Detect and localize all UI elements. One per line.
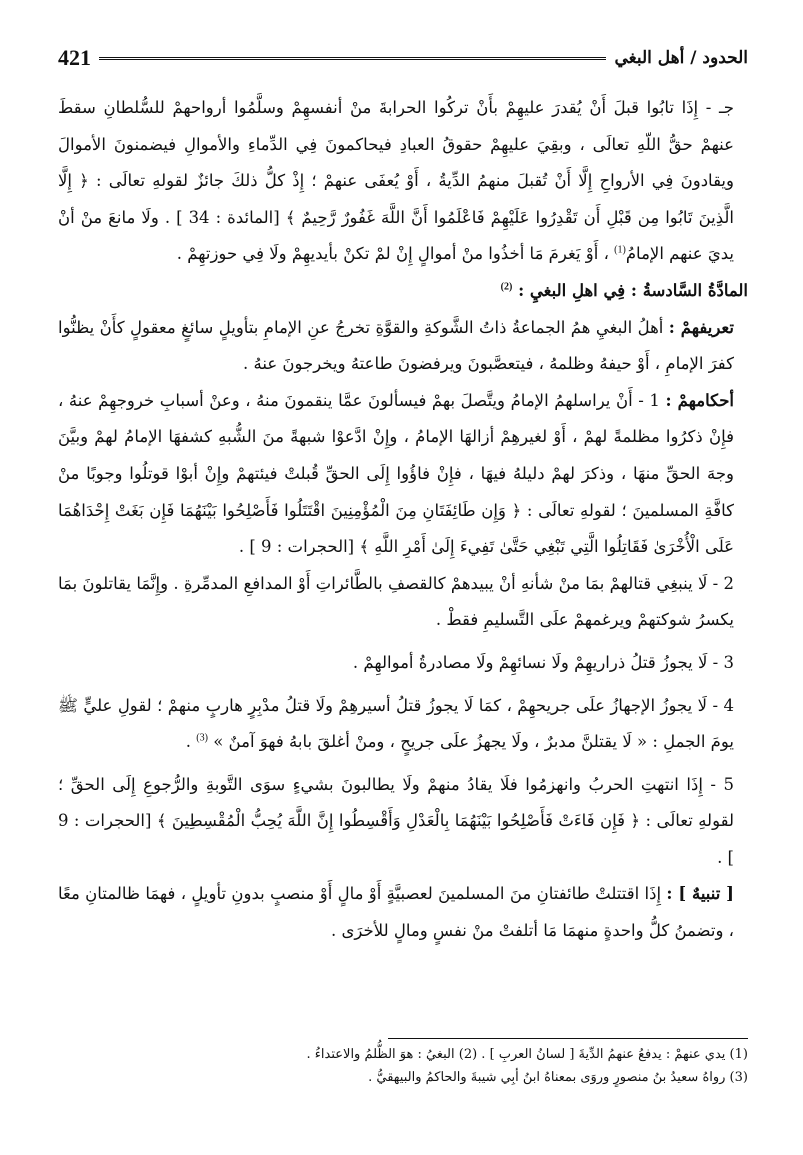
ruling-5: 5 - إِذَا انتهتِ الحربُ وانهزمُوا فلَا يقادُ منهمْ ولَا يطالبونَ بشيءٍ سوَى التَّوبةِ والرُّجوعِ إِلَى الحقِّ ؛ لقولهِ تعالَى : ﴿ فَإِن فَاءَتْ فَأَصْلِحُوا بَيْنَهُمَا بِالْعَدْلِ وَأَقْسِطُوا إِنَّ اللَّهَ يُحِبُّ الْمُقْسِطِينَ ﴾ [الحجرات : 9 ] . [58, 774, 734, 867]
running-title: الحدود / أهل البغي [614, 48, 748, 68]
ruling-4: 4 - لَا يجوزُ الإجهازُ علَى جريحهِمْ ، كمَا لَا يجوزُ قتلُ أسيرهِمْ ولَا قتلُ مدْبِرٍ هاربٍ منهمْ ؛ لقولِ عليٍّ ﷺ يومَ الجملِ : « لَا يقتلنَّ مدبرٌ ، ولَا يجهزُ علَى جريحٍ ، ومنْ أغلقَ بابهُ فهوَ آمنٌ » $^{(3)}$ . [58, 695, 734, 752]
ruling-2: 2 - لَا ينبغِي قتالهمْ بمَا منْ شأنهِ أنْ يبيدهمْ كالقصفِ بالطَّائراتِ أَوْ المدافعِ المدمِّرةِ . وإِنَّمَا يقاتلونَ بمَا يكسرُ شوكتهمْ ويرغمهمْ علَى التَّسليمِ فقطْ . [58, 573, 734, 630]
header-rule [99, 57, 606, 63]
definition-lead: تعريفهمْ : [668, 317, 734, 337]
footnote-mark-2: (2) [500, 281, 513, 293]
paragraph-note: [ تنبيهٌ ] : إِذَا اقتتلتْ طائفتانِ منَ المسلمينَ لعصبيَّةٍ أَوْ مالٍ أَوْ منصبٍ بدونِ تأويلٍ ، فهمَا ظالمتانِ معًا ، وتضمنُ كلُّ واحدةٍ منهمَا مَا أتلفتْ منْ نفسٍ ومالٍ للأخرَى . [58, 884, 734, 941]
footnote-line-2: (3) رواهُ سعيدُ بنُ منصورٍ وروَى بمعناهُ ابنُ أبِي شيبةَ والحاكمُ والبيهقيُّ . [368, 1070, 748, 1085]
page-body [58, 90, 748, 950]
ruling-3: 3 - لَا يجوزُ قتلُ ذراريهِمْ ولَا نسائهِمْ ولَا مصادرةُ أموالهِمْ . [352, 652, 734, 672]
footnote-divider [388, 1038, 748, 1039]
paragraph-definition: تعريفهمْ : أهلُ البغيِ همُ الجماعةُ ذاتُ الشَّوكةِ والقوَّةِ تخرجُ عنِ الإمامِ بتأويلٍ سائغٍ معقولٍ كأَنْ يظنُّوا كفرَ الإمامِ ، أَوْ حيفهُ وظلمهُ ، فيتعصَّبونَ ويرفضونَ طاعتهُ ويخرجونَ عنهُ . [58, 317, 734, 374]
rulings-lead: أحكامهمْ : [665, 390, 734, 410]
page-header [58, 40, 748, 76]
paragraph-1: جـ - إِذَا تابُوا قبلَ أَنْ يُقدرَ عليهِمْ بأَنْ تركُوا الحرابةَ منْ أنفسهِمْ وسلَّمُوا أرواحهمْ للسُّلطانِ سقطَ عنهمْ حقُّ اللّهِ تعالَى ، وبقِيَ عليهِمْ حقوقُ العبادِ فيحاكمونَ فِي الدِّماءِ والأموالِ فيضمنونَ الأموالَ ويقادونَ فِي الأرواحِ إِلَّا أَنْ تُقبلَ منهمُ الدِّيةُ ، أَوْ يُعفَى عنهمْ ؛ إِذْ كلُّ ذلكَ جائزٌ لقولهِ تعالَى : ﴿ إِلَّا الَّذِينَ تَابُوا مِن قَبْلِ أَن تَقْدِرُوا عَلَيْهِمْ فَاعْلَمُوا أَنَّ اللَّهَ غَفُورٌ رَّحِيمٌ ﴾ [المائدة : 34 ] . ولَا مانعَ منْ أنْ يديَ عنهم الإمامُ$^{(1)}$ ، أَوْ يَغرمَ مَا أخذُوا منْ أموالٍ إِنْ لمْ تكنْ بأيديهِمْ ولَا فِي حوزتهِمْ . [58, 98, 734, 264]
paragraph-rulings: أحكامهمْ : 1 - أَنْ يراسلهمُ الإمامُ ويتَّصلَ بهمْ فيسألونَ عمَّا ينقمونَ منهُ ، وعنْ أسبابِ خروجهِمْ عنهُ ، فإِنْ ذكرُوا مظلمةً لهمْ ، أَوْ لغيرهِمْ أزالهَا الإمامُ ، وإِنْ ادَّعوْا شبهةً منَ الشُّبهِ كشفهَا الإمامُ لهمْ وبيَّنَ وجهَ الحقِّ منهَا ، وذكرَ لهمْ دليلهُ فيهَا ، فإِنْ فاؤُوا إِلَى الحقِّ قُبلتْ فيئتهمْ وإِنْ أبوْا قوتلُوا وجوبًا منْ كافَّةِ المسلمينَ ؛ لقولهِ تعالَى : ﴿ وَإِن طَائِفَتَانِ مِنَ الْمُؤْمِنِينَ اقْتَتَلُوا فَأَصْلِحُوا بَيْنَهُمَا فَإِن بَغَتْ إِحْدَاهُمَا عَلَى الْأُخْرَىٰ فَقَاتِلُوا الَّتِي تَبْغِي حَتَّىٰ تَفِيءَ إِلَىٰ أَمْرِ اللَّهِ ﴾ [الحجرات : 9 ] . [58, 390, 734, 557]
book-page [58, 40, 748, 1085]
section-heading: المادَّةُ السَّادسةُ : فِي اهلِ البغيِ : $^{(2)}$ [500, 280, 748, 300]
footnote-mark-1: (1) [614, 244, 626, 256]
footnote-line-1: (1) يدي عنهمْ : يدفعُ عنهمُ الدِّيةَ [ لسانُ العربِ ] . (2) البغيُ : هوَ الظُّلمُ والاعتداءُ . [306, 1047, 748, 1062]
footnotes [58, 1043, 748, 1089]
note-lead: [ تنبيهٌ ] : [666, 884, 734, 904]
page-number: 421 [58, 45, 91, 70]
footnote-mark-3: (3) [196, 732, 208, 744]
